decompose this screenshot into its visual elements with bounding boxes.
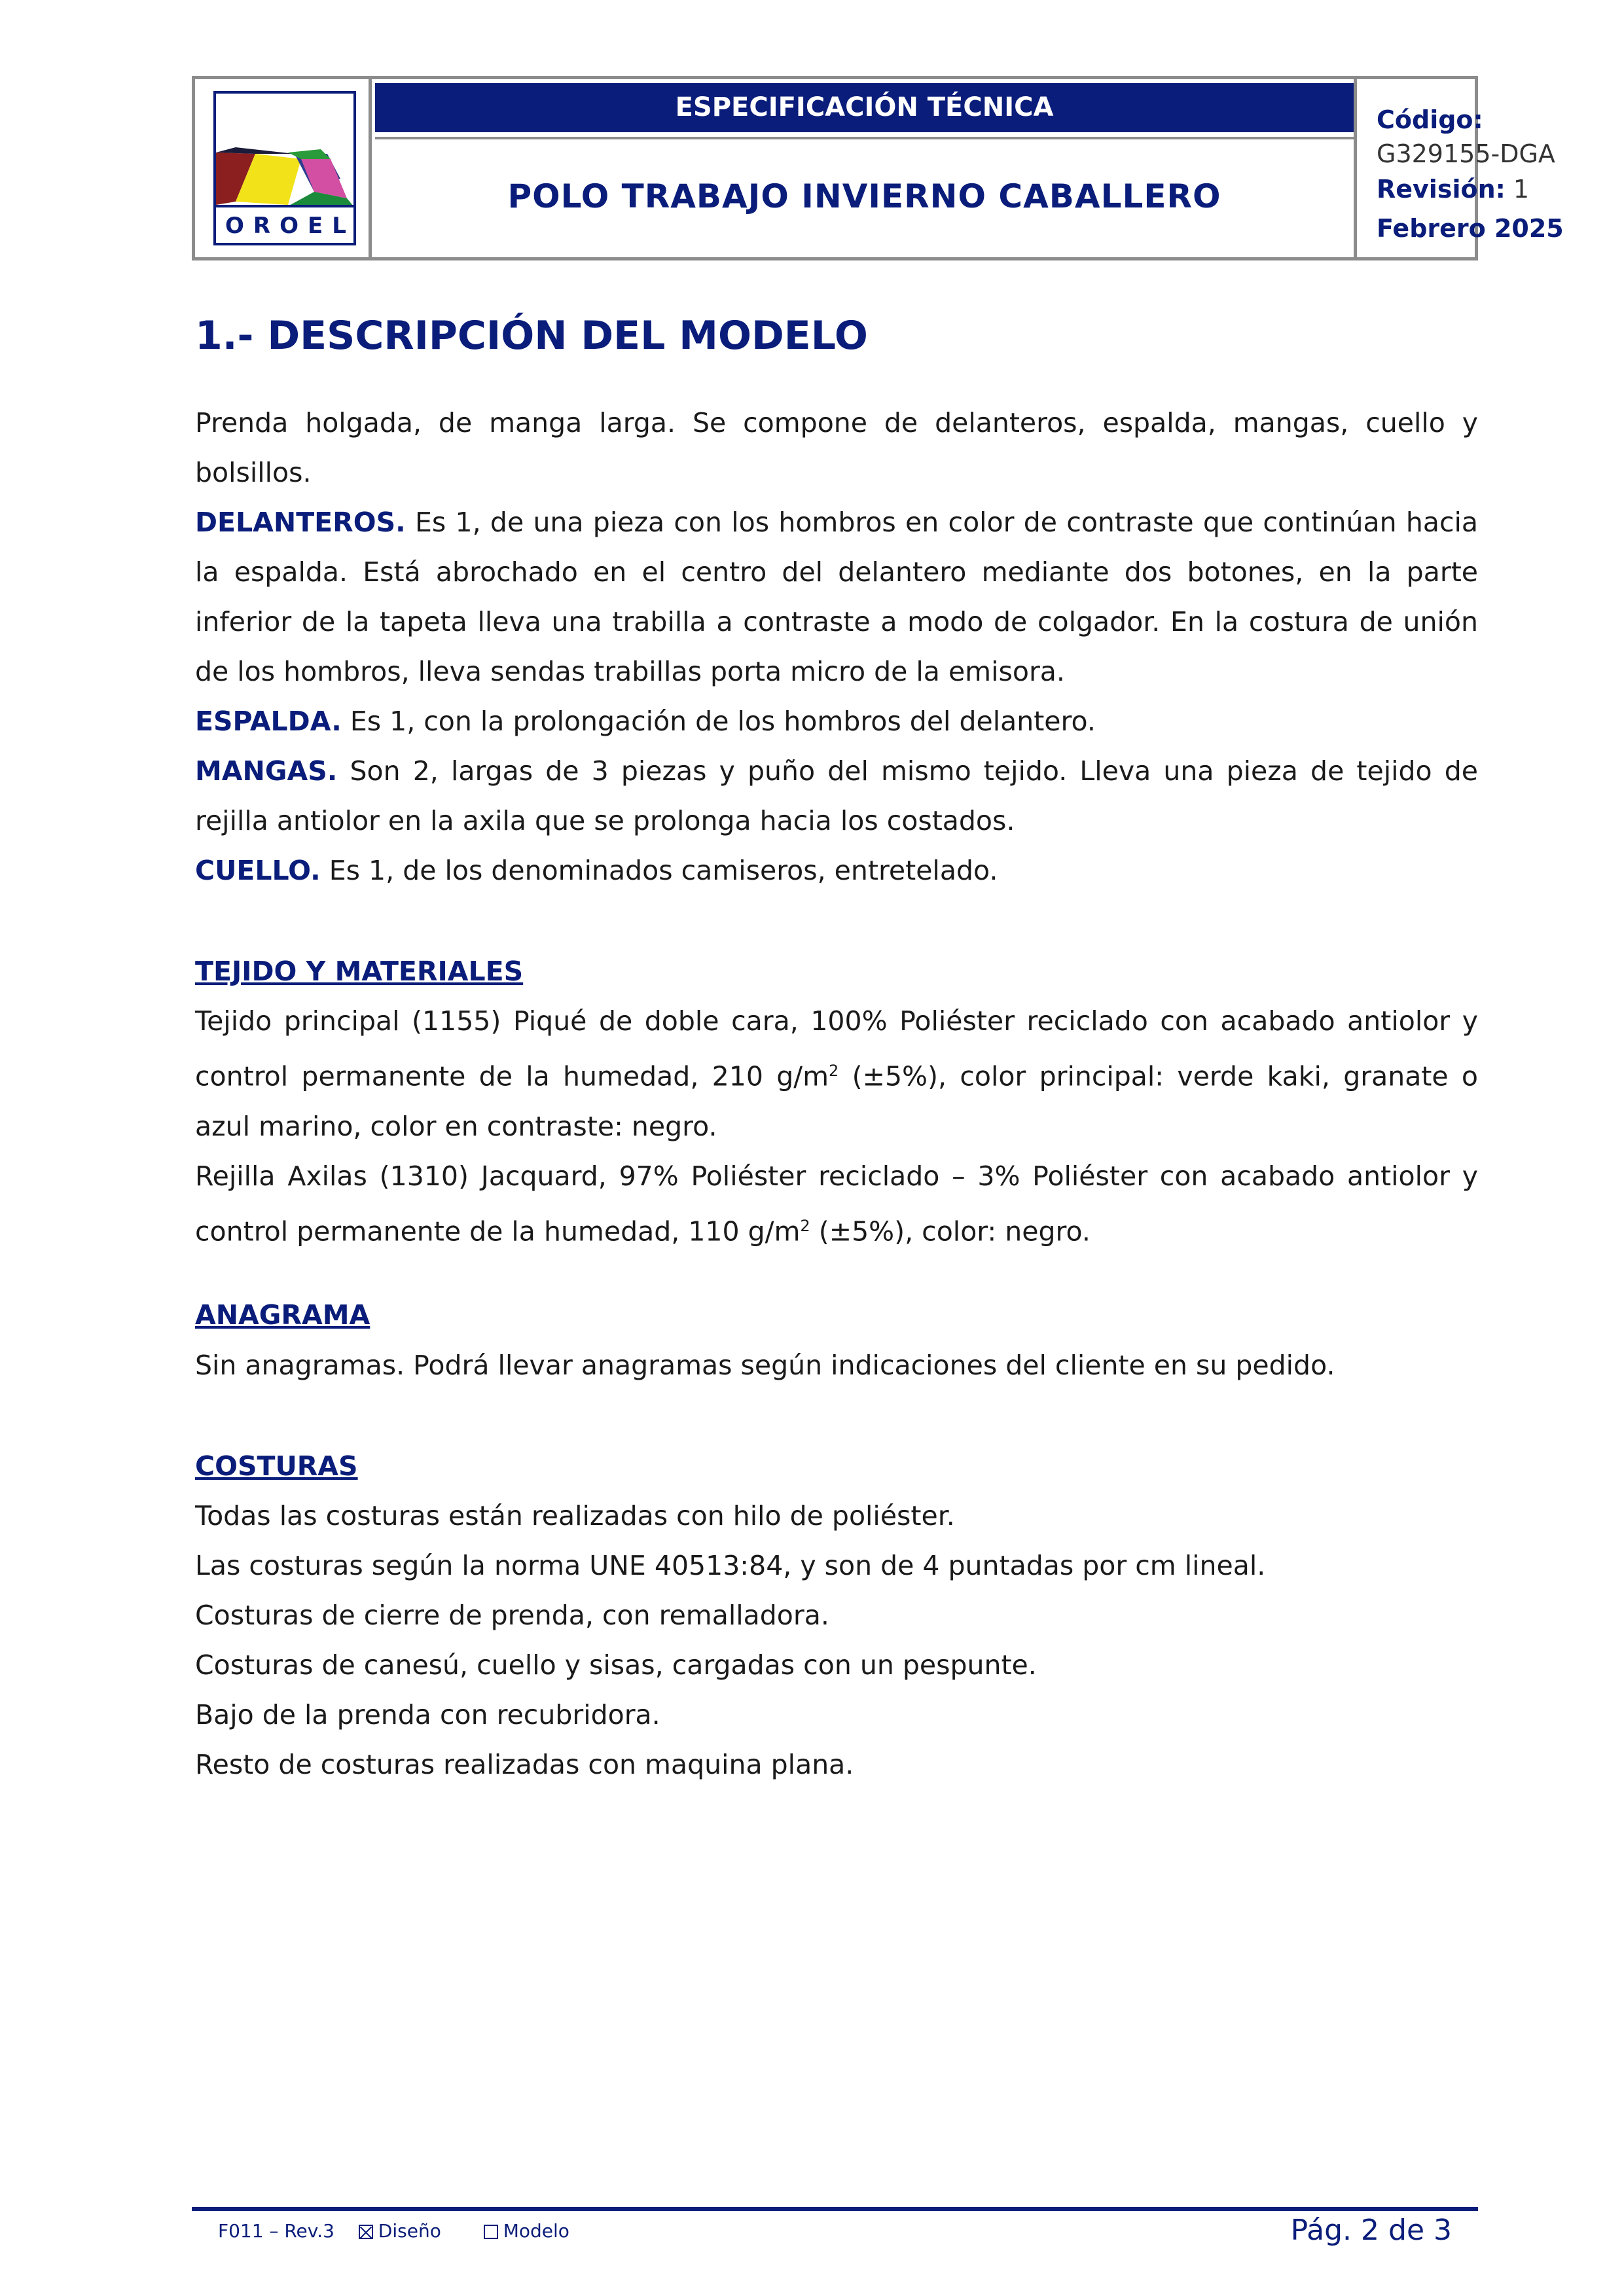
footer-info	[218, 2220, 606, 2242]
company-logo	[213, 91, 356, 245]
section-title: 1.- DESCRIPCIÓN DEL MODELO	[195, 313, 868, 359]
document-meta	[1363, 79, 1564, 257]
costura-line: Resto de costuras realizadas con maquina plana.	[195, 1749, 854, 1780]
mangas-paragraph: MANGAS. Son 2, largas de 3 piezas y puño del mismo tejido. Lleva una pieza de tejido de rejilla antiolor en la axila que se prolonga hacia los costados.	[195, 755, 1478, 836]
page-number: Pág. 2 de 3	[1290, 2214, 1452, 2247]
model-option: Modelo	[484, 2220, 588, 2242]
intro-paragraph: Prenda holgada, de manga larga. Se compone de delanteros, espalda, mangas, cuello y bolsillos.	[195, 407, 1478, 488]
logo-cell	[195, 79, 372, 257]
mesh-fabric: Rejilla Axilas (1310) Jacquard, 97% Poliéster reciclado – 3% Poliéster con acabado antiolor y control permanente de la humedad, 110 $g/m^2$ (±5%), color: negro.	[195, 1160, 1478, 1247]
delanteros-label: DELANTEROS.	[195, 507, 406, 538]
costuras-list	[195, 1491, 1478, 1789]
model-description	[195, 398, 1478, 895]
materials-text	[195, 996, 1478, 1256]
costura-line: Todas las costuras están realizadas con hilo de poliéster.	[195, 1500, 955, 1532]
document-date: Febrero 2025	[1377, 214, 1564, 243]
cuello-label: CUELLO.	[195, 855, 321, 886]
espalda-label: ESPALDA.	[195, 706, 342, 737]
revision-label: Revisión:	[1377, 175, 1506, 204]
anagrama-heading: ANAGRAMA	[195, 1299, 370, 1331]
document-header	[192, 76, 1564, 260]
code-value: G329155-DGA	[1377, 139, 1555, 168]
anagrama-text: Sin anagramas. Podrá llevar anagramas según indicaciones del cliente en su pedido.	[195, 1350, 1335, 1381]
code-label: Código:	[1377, 105, 1483, 134]
document-type-banner: ESPECIFICACIÓN TÉCNICA	[375, 83, 1354, 132]
cuello-paragraph: CUELLO. Es 1, de los denominados camiseros, entretelado.	[195, 855, 998, 886]
espalda-paragraph: ESPALDA. Es 1, con la prolongación de los hombros del delantero.	[195, 706, 1096, 737]
title-divider	[375, 137, 1354, 139]
costura-line: Costuras de canesú, cuello y sisas, cargadas con un pespunte.	[195, 1649, 1037, 1681]
unchecked-box-icon	[484, 2225, 498, 2239]
main-fabric: Tejido principal (1155) Piqué de doble cara, 100% Poliéster reciclado con acabado antiolor y control permanente de la humedad, 210 $g/m^2$ (±5%), color principal: verde kaki, granate o azul marino, color en contraste: negro.	[195, 1005, 1479, 1142]
logo-wordmark: OROEL	[225, 213, 355, 239]
checked-box-icon	[359, 2225, 373, 2239]
document-footer	[192, 2207, 1478, 2251]
revision	[1377, 175, 1529, 204]
costura-line: Costuras de cierre de prenda, con remalladora.	[195, 1600, 829, 1631]
model-title: POLO TRABAJO INVIERNO CABALLERO	[507, 177, 1221, 215]
form-code: F011 – Rev.3	[218, 2220, 334, 2242]
costuras-heading: COSTURAS	[195, 1450, 358, 1482]
costura-line: Las costuras según la norma UNE 40513:84, y son de 4 puntadas por cm lineal.	[195, 1550, 1266, 1581]
design-option: Diseño	[359, 2220, 460, 2242]
costura-line: Bajo de la prenda con recubridora.	[195, 1699, 660, 1731]
materials-heading: TEJIDO Y MATERIALES	[195, 956, 524, 987]
title-cell	[375, 79, 1357, 257]
delanteros-paragraph: DELANTEROS. Es 1, de una pieza con los hombros en color de contraste que continúan hacia la espalda. Está abrochado en el centro del delantero mediante dos botones, en la parte inferior de la tapeta lleva una trabilla a contraste a modo de colgador. En la costura de unión de los hombros, lleva sendas trabillas porta micro de la emisora.	[195, 507, 1478, 687]
mangas-label: MANGAS.	[195, 755, 338, 787]
revision-value: 1	[1513, 175, 1530, 204]
